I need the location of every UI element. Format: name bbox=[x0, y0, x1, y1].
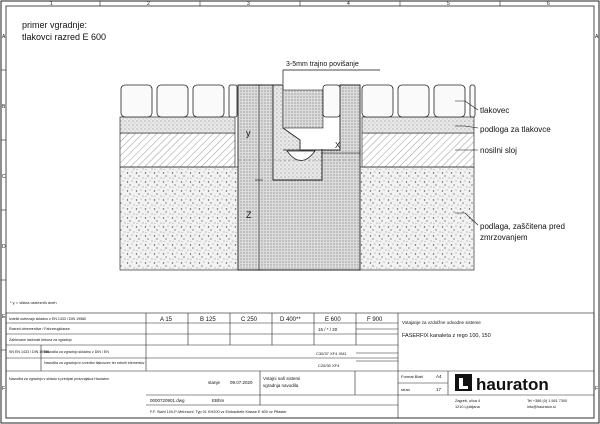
tb-notice-1: Vstajni naš sistemi bbox=[263, 376, 301, 381]
row-letter-e: E bbox=[2, 314, 6, 320]
brand-wordmark: hauraton bbox=[476, 375, 549, 394]
phone: Tel +386 (0) 1 561 7300 bbox=[527, 399, 568, 403]
tb-sheet-value: 17 bbox=[436, 387, 442, 392]
class-c250: C 250 bbox=[241, 317, 258, 323]
label-nosilni-sloj: nosilni sloj bbox=[480, 146, 517, 155]
base-course-left bbox=[120, 133, 235, 167]
email: info@hauraton.si bbox=[527, 405, 556, 409]
class-b125: B 125 bbox=[200, 317, 216, 323]
pavers-left bbox=[121, 85, 237, 117]
tb-row-6: Navodila za vgradnjo in izvedbo tlakovcev ter robnih elementov bbox=[44, 361, 145, 365]
tb-row-2: Razred obremenitve / Fahrzeugklasse bbox=[9, 327, 70, 331]
row-letter-d: D bbox=[2, 244, 6, 250]
tb-desc-1: Vstajanje za vzdolžne odvodne sisteme bbox=[402, 320, 481, 325]
e600-value-1: 15 / * / 20 bbox=[318, 327, 338, 332]
row-letter-f: F bbox=[2, 386, 6, 392]
tb-row-3: Zahtevane lastnosti betona za vgradnjo bbox=[9, 338, 72, 342]
load-classes bbox=[160, 317, 383, 368]
label-podloga-za-tlakovce: podloga za tlakovce bbox=[480, 125, 551, 134]
title-block bbox=[6, 313, 594, 418]
title-block-left bbox=[9, 317, 145, 381]
e600-value-3: C25/30 XF4 bbox=[318, 363, 340, 368]
class-a15: A 15 bbox=[160, 317, 173, 323]
tb-product-line: F.F. Stahl 100-P-Mehrschl. Typ 01 KH200 vz Einbautiefe Klasse E 600 vz Pflaster bbox=[150, 410, 287, 414]
address-block bbox=[455, 399, 567, 409]
rise-leader-line bbox=[283, 70, 380, 84]
rise-label: 3-5mm trajno povišanje bbox=[286, 61, 359, 68]
class-f900: F 900 bbox=[367, 317, 383, 323]
tb-row-1: Izdelki ustrezajo skladno z EN 1433 / DIN 19580 bbox=[9, 317, 87, 321]
row-letter-a-right: A bbox=[595, 34, 599, 40]
col-number-3: 3 bbox=[247, 1, 250, 7]
col-number-5: 5 bbox=[447, 1, 450, 7]
address-line-1: Zagreb, ulica 4 bbox=[455, 399, 481, 403]
class-e600: E 600 bbox=[325, 317, 341, 323]
tb-status-label: stanje bbox=[208, 380, 221, 385]
row-letter-f-right: F bbox=[595, 386, 599, 392]
tb-row-5: Navodila za vgradnjo skladno z DIN / EN bbox=[44, 350, 109, 354]
tb-drawn-by: EBhm bbox=[212, 398, 225, 403]
row-letter-a: A bbox=[2, 34, 6, 40]
dim-x-label: X bbox=[335, 141, 341, 150]
footnote: * y = višina ustreznih dveh bbox=[10, 300, 57, 305]
label-podlaga-line2: zmrzovanjem bbox=[480, 233, 528, 242]
dim-z-label: Z bbox=[246, 210, 252, 220]
hauraton-logo bbox=[455, 374, 549, 394]
col-number-2: 2 bbox=[147, 1, 150, 7]
tb-desc-2: FASERFIX kanaleta z rego 100, 150 bbox=[402, 333, 491, 339]
tb-format-label: Format Blatt bbox=[401, 374, 423, 379]
col-number-4: 4 bbox=[347, 1, 350, 7]
col-number-6: 6 bbox=[547, 1, 550, 7]
tb-format-value: A4 bbox=[436, 374, 442, 379]
paver-at-channel bbox=[323, 85, 340, 117]
col-number-1: 1 bbox=[50, 1, 53, 7]
tb-status-date: 09.07.2020 bbox=[230, 380, 253, 385]
label-tlakovec: tlakovec bbox=[480, 106, 510, 115]
address-line-2: 1210 Ljubljana bbox=[455, 405, 480, 409]
tb-sheet-label: stran bbox=[401, 387, 410, 392]
tb-row-4: SN EN 1433 / DIN 19580 bbox=[9, 350, 50, 354]
class-d400: D 400** bbox=[280, 317, 301, 323]
tb-drawing-number: 0000720901.dwg bbox=[150, 398, 185, 403]
dim-y-label: y bbox=[246, 128, 251, 138]
e600-value-2: C30/37 XF4 XM1 bbox=[316, 351, 347, 356]
bedding-right bbox=[362, 117, 474, 133]
bedding-left bbox=[120, 117, 235, 133]
tb-row-7: Navodila za vgradnjo v skladu s predpisi proizvajalca Hauraton bbox=[9, 377, 109, 381]
channel-grate bbox=[283, 90, 323, 128]
tb-notice-2: vgradnja navodila bbox=[263, 383, 299, 388]
title-line-2: tlakovci razred E 600 bbox=[22, 32, 107, 42]
row-letter-b: B bbox=[2, 104, 6, 110]
label-podlaga-line1: podlaga, zaščitena pred bbox=[480, 222, 565, 231]
row-letter-c: C bbox=[2, 174, 6, 180]
title-line-1: primer vgradnje: bbox=[22, 20, 88, 30]
cross-section bbox=[120, 61, 475, 270]
